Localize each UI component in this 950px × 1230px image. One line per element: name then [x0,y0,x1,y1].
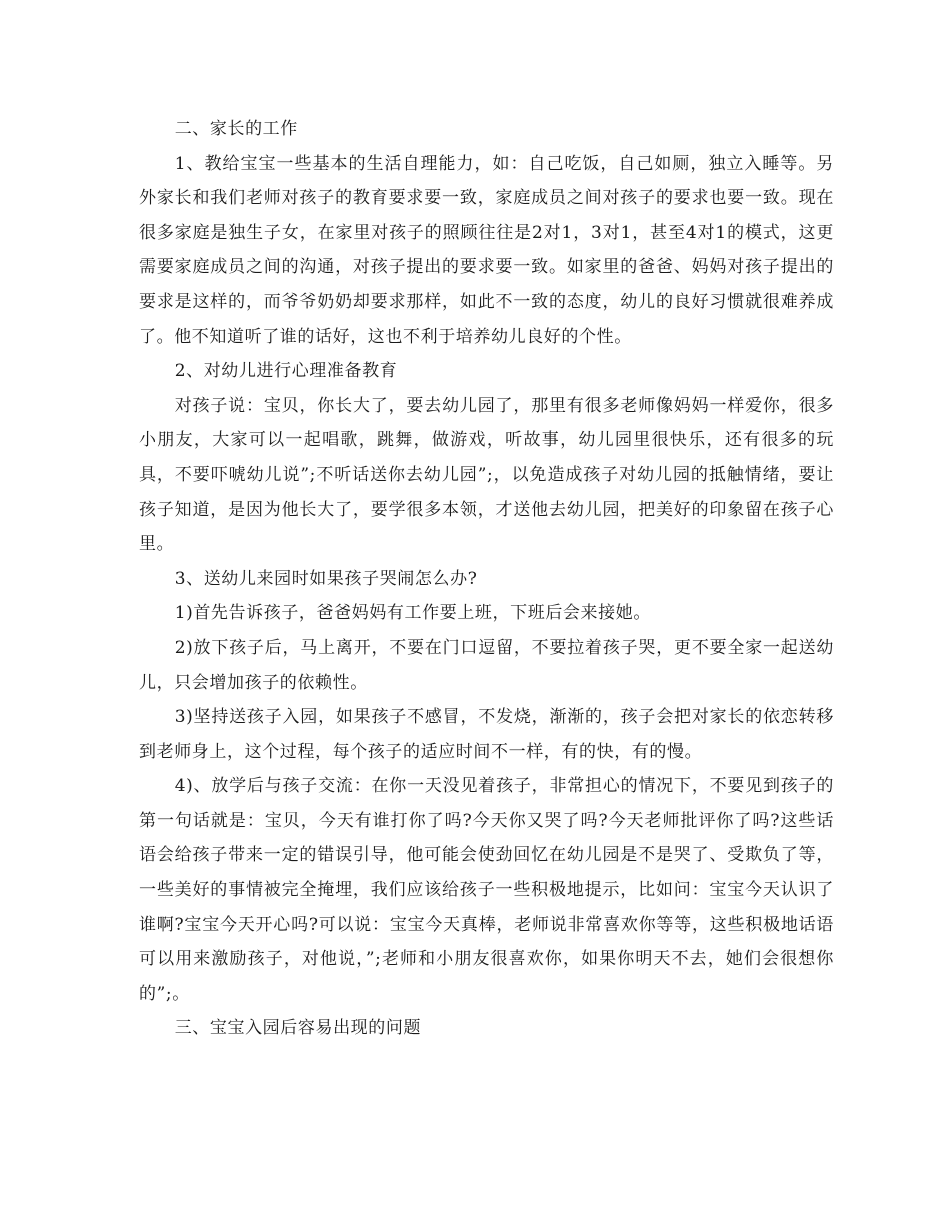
subheading-psychological-preparation: 2、对幼儿进行心理准备教育 [174,361,398,382]
section-heading-parents-work: 二、家长的工作 [174,119,298,139]
paragraph-self-care: 1、教给宝宝一些基本的生活自理能力，如：自己吃饭，自己如厕，独立入睡等。另外家长和我们老师对孩子的教育要求要一致，家庭成员之间对孩子的要求也要一致。现在很多家庭是独生子女，在家里对孩子的照顾往往是2对1，3对1，甚至4对1的模式，这更需要家庭成员之间的沟通，对孩子提出的要求要一致。如家里的爸爸、妈妈对孩子提出的要求是这样的，而爷爷奶奶却要求那样，如此不一致的态度，幼儿的良好习惯就很难养成了。他不知道听了谁的话好，这也不利于培养幼儿良好的个性。 [139,153,834,347]
document-body [139,112,834,1046]
paragraph-talk-to-child: 对孩子说：宝贝，你长大了，要去幼儿园了，那里有很多老师像妈妈一样爱你，很多小朋友，大家可以一起唱歌，跳舞，做游戏，听故事，幼儿园里很快乐，还有很多的玩具，不要吓唬幼儿说”;不听话送你去幼儿园”;，以免造成孩子对幼儿园的抵触情绪，要让孩子知道，是因为他长大了，要学很多本领，才送他去幼儿园，把美好的印象留在孩子心里。 [139,395,834,555]
list-item-tell-child: 1)首先告诉孩子，爸爸妈妈有工作要上班，下班后会来接她。 [174,603,651,624]
section-heading-common-problems: 三、宝宝入园后容易出现的问题 [174,1018,422,1039]
list-item-after-school-talk: 4)、放学后与孩子交流：在你一天没见着孩子，非常担心的情况下，不要见到孩子的第一句话就是：宝贝，今天有谁打你了吗?今天你又哭了吗?今天老师批评你了吗?这些话语会给孩子带来一定的错误引导，他可能会使劲回忆在幼儿园是不是哭了、受欺负了等，一些美好的事情被完全掩埋，我们应该给孩子一些积极地提示，比如问：宝宝今天认识了谁啊?宝宝今天开心吗?可以说：宝宝今天真棒，老师说非常喜欢你等等，这些积极地话语可以用来激励孩子，对他说，”;老师和小朋友很喜欢你，如果你明天不去，她们会很想你的”;。 [139,776,834,1004]
subheading-crying-at-drop-off: 3、送幼儿来园时如果孩子哭闹怎么办? [174,568,478,589]
list-item-keep-sending: 3)坚持送孩子入园，如果孩子不感冒，不发烧，渐渐的，孩子会把对家长的依恋转移到老师身上，这个过程，每个孩子的适应时间不一样，有的快，有的慢。 [139,707,834,762]
list-item-leave-quickly: 2)放下孩子后，马上离开，不要在门口逗留，不要拉着孩子哭，更不要全家一起送幼儿，只会增加孩子的依赖性。 [139,637,834,693]
